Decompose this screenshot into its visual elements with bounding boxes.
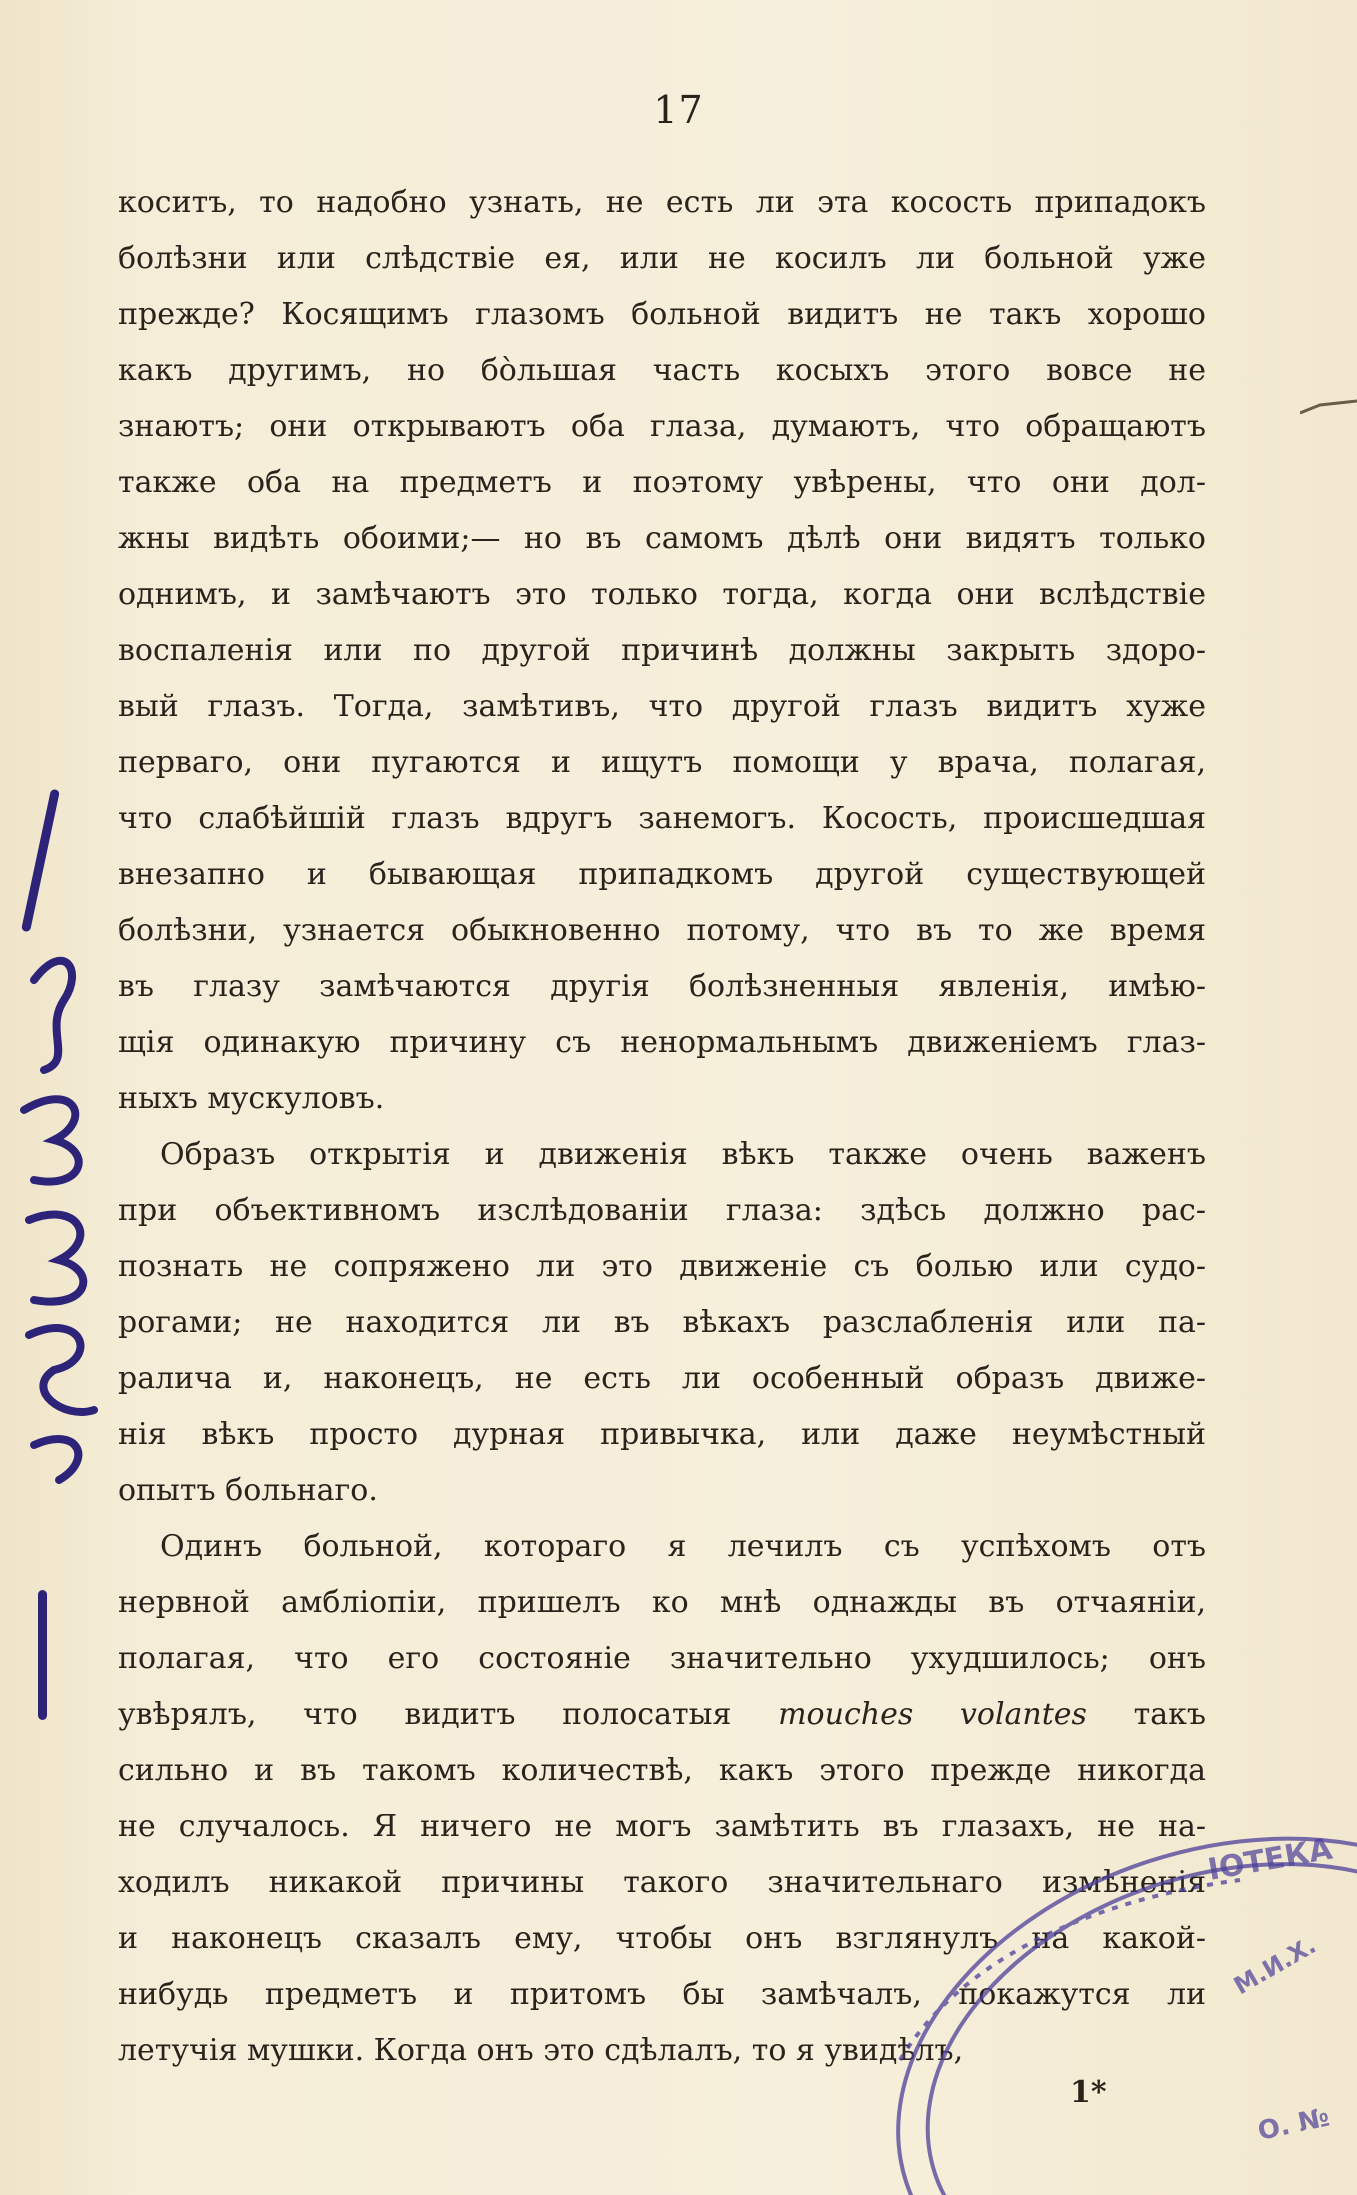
text-run: увѣрялъ, что видитъ полосатыя: [118, 1697, 779, 1732]
text-run: такъ: [1086, 1697, 1206, 1732]
text-line: Одинъ больной, котораго я лечилъ съ успѣхомъ отъ: [160, 1529, 1206, 1564]
text-line: ходилъ никакой причины такого значительнаго измѣненія: [118, 1865, 1206, 1900]
text-line: однимъ, и замѣчаютъ это только тогда, когда они вслѣдствіе: [118, 577, 1206, 612]
text-line: какъ другимъ, но бо̀льшая часть косыхъ этого вовсе не: [118, 353, 1206, 388]
text-line: нибудь предметъ и притомъ бы замѣчалъ, покажутся ли: [118, 1977, 1206, 2012]
body-text: [118, 175, 1206, 2079]
text-line: коситъ, то надобно узнать, не есть ли эта косость припадокъ: [118, 185, 1206, 220]
text-line: при объективномъ изслѣдованіи глаза: здѣсь должно рас-: [118, 1193, 1206, 1228]
text-line: познать не сопряжено ли это движеніе съ болью или судо-: [118, 1249, 1206, 1284]
text-line: полагая, что его состояніе значительно ухудшилось; онъ: [118, 1641, 1206, 1676]
text-line: сильно и въ такомъ количествѣ, какъ этого прежде никогда: [118, 1753, 1206, 1788]
text-line: нервной амбліопіи, пришелъ ко мнѣ однажды въ отчаяніи,: [118, 1585, 1206, 1620]
text-line: летучія мушки. Когда онъ это сдѣлалъ, то я увидѣлъ,: [118, 2033, 964, 2068]
signature-mark: 1*: [1070, 2075, 1107, 2110]
text-line: щія одинакую причину съ ненормальнымъ движеніемъ глаз-: [118, 1025, 1206, 1060]
svg-text:ІОТЕКА: ІОТЕКА: [1205, 1831, 1335, 1888]
text-line: прежде? Косящимъ глазомъ больной видитъ не такъ хорошо: [118, 297, 1206, 332]
text-line: перваго, они пугаются и ищутъ помощи у врача, полагая,: [118, 745, 1206, 780]
text-line: ныхъ мускуловъ.: [118, 1081, 385, 1116]
margin-scratch: [1300, 395, 1357, 419]
text-line: не случалось. Я ничего не могъ замѣтить въ глазахъ, не на-: [118, 1809, 1206, 1844]
text-line: воспаленія или по другой причинѣ должны закрыть здоро-: [118, 633, 1206, 668]
text-line: также оба на предметъ и поэтому увѣрены, что они дол-: [118, 465, 1206, 500]
text-line: болѣзни или слѣдствіе ея, или не косилъ ли больной уже: [118, 241, 1206, 276]
text-line: въ глазу замѣчаются другія болѣзненныя явленія, имѣю-: [118, 969, 1206, 1004]
text-line-with-italic: [118, 1687, 1206, 1743]
text-line: и наконецъ сказалъ ему, чтобы онъ взглянулъ на какой-: [118, 1921, 1206, 1956]
handwritten-inventory-number: [4, 770, 114, 1490]
text-line: вый глазъ. Тогда, замѣтивъ, что другой глазъ видитъ хуже: [118, 689, 1206, 724]
svg-text:М.И.Х.: М.И.Х.: [1229, 1931, 1321, 2001]
text-line: ралича и, наконецъ, не есть ли особенный образъ движе-: [118, 1361, 1206, 1396]
svg-text:О. №: О. №: [1255, 2102, 1333, 2147]
page-number: 17: [653, 88, 704, 132]
text-line: рогами; не находится ли въ вѣкахъ разслабленія или па-: [118, 1305, 1206, 1340]
text-line: внезапно и бывающая припадкомъ другой существующей: [118, 857, 1206, 892]
text-line: нія вѣкъ просто дурная привычка, или даже неумѣстный: [118, 1417, 1206, 1452]
text-line: что слабѣйшій глазъ вдругъ занемогъ. Косость, происшедшая: [118, 801, 1206, 836]
handwritten-dash-bottom: [38, 1590, 47, 1720]
text-line: опытъ больнаго.: [118, 1473, 378, 1508]
text-line: знаютъ; они открываютъ оба глаза, думаютъ, что обращаютъ: [118, 409, 1206, 444]
italic-phrase: mouches volantes: [778, 1697, 1087, 1732]
text-line: жны видѣть обоими;— но въ самомъ дѣлѣ они видятъ только: [118, 521, 1206, 556]
text-line: Образъ открытія и движенія вѣкъ также очень важенъ: [160, 1137, 1206, 1172]
text-line: болѣзни, узнается обыкновенно потому, что въ то же время: [118, 913, 1206, 948]
